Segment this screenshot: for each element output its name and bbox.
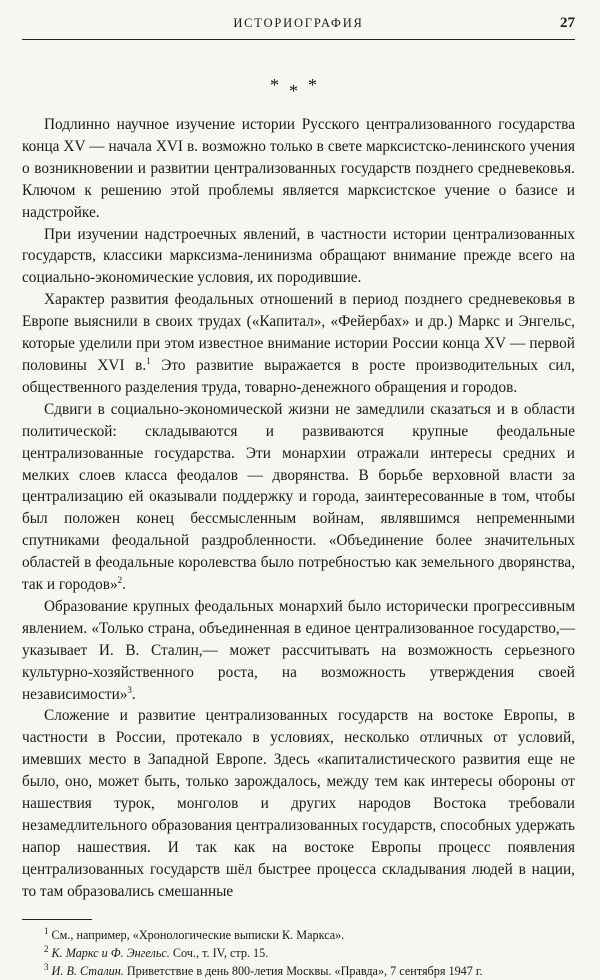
footnote: $^2$ К. Маркс и Ф. Энгельс. Соч., т. IV, стр. 15. <box>44 943 269 960</box>
page-number: 27 <box>560 15 575 31</box>
paragraph: При изучении надстроечных явлений, в частности истории централизованных государств, классики марксизма-ленинизма обращают внимание прежде всего на социально-экономические условия, их породившие. <box>22 225 575 287</box>
footnote: $^1$ См., например, «Хронологические выписки К. Маркса». <box>44 925 345 942</box>
running-title: ИСТОРИОГРАФИЯ <box>233 16 364 30</box>
footnote-ref: 1 <box>146 355 151 366</box>
footnotes <box>22 926 575 980</box>
running-header <box>22 12 575 34</box>
footnote: $^3$ И. В. Сталин. Приветствие в день 800-летия Москвы. «Правда», 7 сентября 1947 г. <box>44 961 483 978</box>
paragraph: Сложение и развитие централизованных государств на востоке Европы, в частности в России, протекало в условиях, несколько отличных от условий, имевших место в Западной Европе. Здесь «капиталистического развития еще не было, оно, может быть, только зарождалось, между тем как интересы обороны от нашествия турок, монголов и других народов Востока требовали незамедлительного образования централизованных государств, способных удержать напор нашествия. И так как на востоке Европы процесс появления централизованных государств шёл быстрее процесса складывания людей в нации, то там образовались смешанные <box>22 707 575 900</box>
paragraph: Сдвиги в социально-экономической жизни не замедлили сказаться и в области политической: складываются и развиваются крупные феодальные централизованные государства. Эти монархии отражали интересы средних и мелких слоев класса феодалов — дворянства. В борьбе верховной власти за централизацию ей оказывали поддержку и города, заинтересованные в том, чтобы был положен конец бессмысленным войнам, являвшимся непременными спутниками феодальной раздробленности. «Объединение более значительных областей в феодальные королевства было потребностью как земельного дворянства, так и городов»$^2$. <box>22 400 575 594</box>
book-page <box>22 12 575 980</box>
paragraph: Образование крупных феодальных монархий было исторически прогрессивным явлением. «Только страна, объединенная в единое централизованное государство,— указывает И. В. Сталин,— может рассчитывать на возможность серьезного культурно-хозяйственного роста, на возможность утверждения своей независимости»$^3$. <box>22 597 575 703</box>
header-rule <box>22 39 575 40</box>
footnote-ref: 3 <box>127 684 132 695</box>
paragraph: Характер развития феодальных отношений в период позднего средневековья в Европе выяснили в своих трудах («Капитал», «Фейербах» и др.) Маркс и Энгельс, которые уделили при этом известное внимание истории России конца XV — первой половины XVI в.$^1$ Это развитие выражается в росте производительных сил, общественного разделения труда, товарно-денежного обращения и городов. <box>22 291 576 396</box>
body-text <box>22 114 575 903</box>
section-asterism: *** <box>270 75 327 101</box>
paragraph: Подлинно научное изучение истории Русского централизованного государства конца XV — начала XVI в. возможно только в свете марксистско-ленинского учения о возникновении и развитии централизованных государств позднего средневековья. Ключом к решению этой проблемы является марксистское учение о базисе и надстройке. <box>22 116 575 221</box>
footnote-rule <box>22 919 92 920</box>
footnote-ref: 2 <box>117 574 123 585</box>
